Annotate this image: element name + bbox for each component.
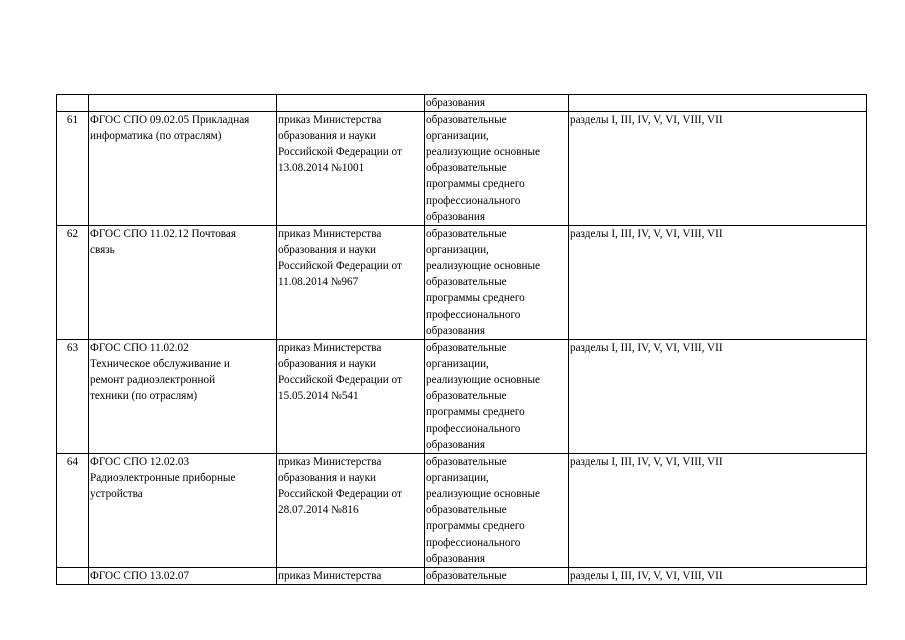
organizations-cell <box>425 340 569 454</box>
organizations-line: образовательные <box>426 162 507 175</box>
order-cell <box>277 112 425 226</box>
table-row <box>57 226 867 340</box>
organizations-line: профессионального <box>426 422 521 435</box>
standard-line: техники (по отраслям) <box>90 390 198 403</box>
order-line: Российской Федерации от <box>278 146 402 159</box>
standard-line: ремонт радиоэлектронной <box>90 374 216 387</box>
table-row <box>57 95 867 112</box>
organizations-line: организации, <box>426 358 489 371</box>
organizations-line: образовательные <box>426 114 507 127</box>
organizations-line: образования <box>426 552 486 565</box>
standard-line: ФГОС СПО 11.02.12 Почтовая <box>90 228 237 241</box>
standard-line: ФГОС СПО 09.02.05 Прикладная <box>90 114 250 127</box>
standard-cell <box>89 226 277 340</box>
organizations-line: образования <box>426 210 486 223</box>
organizations-line: организации, <box>426 244 489 257</box>
standard-cell <box>89 340 277 454</box>
order-line: Российской Федерации от <box>278 374 402 387</box>
table-row <box>57 568 867 585</box>
organizations-line: профессионального <box>426 536 521 549</box>
row-number-cell <box>57 95 89 112</box>
row-number-cell: 64 <box>57 454 89 568</box>
standard-cell <box>89 454 277 568</box>
order-cell <box>277 340 425 454</box>
order-line: приказ Министерства <box>278 114 382 127</box>
sections-cell <box>569 95 867 112</box>
standard-line: устройства <box>90 488 143 501</box>
row-number-cell: 63 <box>57 340 89 454</box>
row-number-cell: 62 <box>57 226 89 340</box>
row-number-cell: 61 <box>57 112 89 226</box>
organizations-line: программы среднего <box>426 406 525 419</box>
organizations-line: реализующие основные <box>426 488 541 501</box>
organizations-line: реализующие основные <box>426 260 541 273</box>
order-line: Российской Федерации от <box>278 488 402 501</box>
standard-line: Радиоэлектронные приборные <box>90 472 236 485</box>
order-line: приказ Министерства <box>278 342 382 355</box>
table-row <box>57 112 867 226</box>
organizations-line: организации, <box>426 472 489 485</box>
standard-line: Техническое обслуживание и <box>90 358 230 371</box>
sections-cell: разделы I, III, IV, V, VI, VIII, VII <box>569 454 867 568</box>
organizations-line: профессионального <box>426 308 521 321</box>
organizations-line: образовательные <box>426 342 507 355</box>
sections-cell: разделы I, III, IV, V, VI, VIII, VII <box>569 340 867 454</box>
row-number-cell <box>57 568 89 585</box>
standard-cell <box>89 95 277 112</box>
order-line: Российской Федерации от <box>278 260 402 273</box>
table-row <box>57 340 867 454</box>
organizations-line: организации, <box>426 130 489 143</box>
organizations-line: образования <box>426 97 486 109</box>
order-line: образования и науки <box>278 244 376 257</box>
order-line: образования и науки <box>278 130 376 143</box>
standard-line: ФГОС СПО 13.02.07 <box>90 570 190 583</box>
organizations-line: программы среднего <box>426 178 525 191</box>
standard-line: ФГОС СПО 12.02.03 <box>90 456 190 469</box>
organizations-line: образовательные <box>426 570 507 583</box>
order-line: приказ Министерства <box>278 456 382 469</box>
organizations-cell <box>425 454 569 568</box>
standard-line: ФГОС СПО 11.02.02 <box>90 342 189 355</box>
sections-cell: разделы I, III, IV, V, VI, VIII, VII <box>569 112 867 226</box>
organizations-line: реализующие основные <box>426 374 541 387</box>
organizations-line: образовательные <box>426 504 507 517</box>
organizations-line: образовательные <box>426 456 507 469</box>
sections-cell: разделы I, III, IV, V, VI, VIII, VII <box>569 568 867 585</box>
order-line: приказ Министерства <box>278 228 382 241</box>
organizations-line: образовательные <box>426 276 507 289</box>
standards-table <box>56 94 867 585</box>
order-line: 28.07.2014 №816 <box>278 504 359 517</box>
order-line: образования и науки <box>278 472 376 485</box>
standard-cell <box>89 568 277 585</box>
organizations-line: образования <box>426 324 486 337</box>
order-cell <box>277 454 425 568</box>
order-line: 13.08.2014 №1001 <box>278 162 365 175</box>
organizations-line: реализующие основные <box>426 146 541 159</box>
organizations-cell <box>425 568 569 585</box>
organizations-line: образовательные <box>426 390 507 403</box>
order-cell <box>277 95 425 112</box>
table-row <box>57 454 867 568</box>
organizations-line: программы среднего <box>426 292 525 305</box>
order-line: 11.08.2014 №967 <box>278 276 359 289</box>
order-line: 15.05.2014 №541 <box>278 390 359 403</box>
standard-line: связь <box>90 244 115 257</box>
sections-cell: разделы I, III, IV, V, VI, VIII, VII <box>569 226 867 340</box>
standard-cell <box>89 112 277 226</box>
order-cell <box>277 226 425 340</box>
organizations-line: образования <box>426 438 486 451</box>
organizations-line: профессионального <box>426 194 521 207</box>
order-cell <box>277 568 425 585</box>
standard-line: информатика (по отраслям) <box>90 130 222 143</box>
organizations-line: образовательные <box>426 228 507 241</box>
organizations-line: программы среднего <box>426 520 525 533</box>
organizations-cell <box>425 226 569 340</box>
order-line: образования и науки <box>278 358 376 371</box>
organizations-cell <box>425 112 569 226</box>
organizations-cell <box>425 95 569 112</box>
order-line: приказ Министерства <box>278 570 382 583</box>
